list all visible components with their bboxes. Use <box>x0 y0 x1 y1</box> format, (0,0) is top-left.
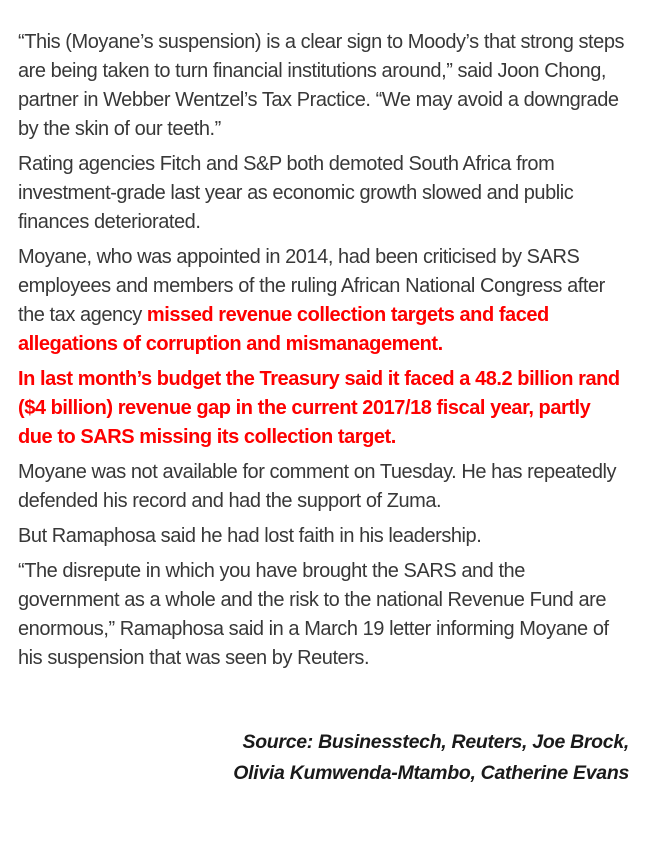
paragraph-moody-quote: “This (Moyane’s suspension) is a clear sign to Moody’s that strong steps are being taken to turn financial institutions around,” said Joon Chong, partner in Webber Wentzel’s Tax Practice. “We may avoid a downgrade by the skin of our teeth.” <box>18 31 625 140</box>
paragraph-budget-revenue-gap: In last month’s budget the Treasury said it faced a 48.2 billion rand ($4 billion) revenue gap in the current 2017/18 fiscal year, partly due to SARS missing its collection target. <box>18 368 620 448</box>
paragraph-no-comment: Moyane was not available for comment on Tuesday. He has repeatedly defended his record and had the support of Zuma. <box>18 461 617 512</box>
paragraph-moyane-criticised-normal-text: Moyane, who was appointed in 2014, had been criticised by SARS employees and members of the ruling African National Congress after the tax agency <box>18 246 605 326</box>
paragraph-rating-agencies: Rating agencies Fitch and S&P both demoted South Africa from investment-grade last year as economic growth slowed and public finances deteriorated. <box>18 153 574 233</box>
source-attribution-line-2: Olivia Kumwenda-Mtambo, Catherine Evans <box>233 762 629 784</box>
source-attribution <box>18 727 629 789</box>
source-attribution-line-1: Source: Businesstech, Reuters, Joe Brock, <box>242 731 629 753</box>
paragraph-ramaphosa-lost-faith: But Ramaphosa said he had lost faith in his leadership. <box>18 525 482 547</box>
paragraph-disrepute-quote: “The disrepute in which you have brought the SARS and the government as a whole and the risk to the national Revenue Fund are enormous,” Ramaphosa said in a March 19 letter informing Moyane of his suspension that was seen by Reuters. <box>18 560 609 669</box>
paragraph-moyane-criticised <box>18 243 629 359</box>
paragraph-moyane-criticised-highlight-text: missed revenue collection targets and faced allegations of corruption and mismanagement. <box>18 304 549 355</box>
